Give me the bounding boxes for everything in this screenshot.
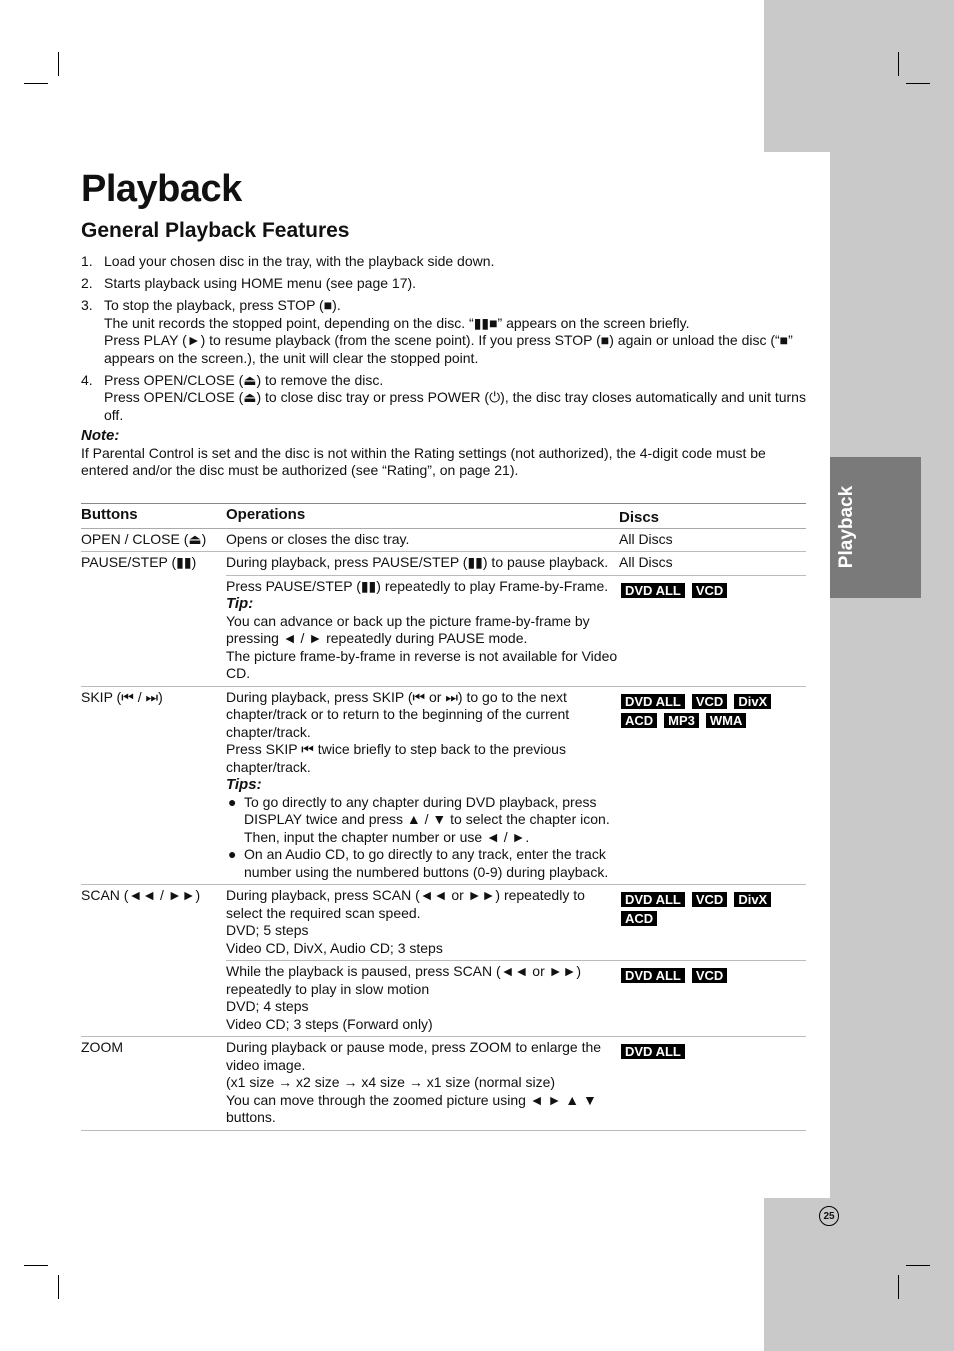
operation-text: Opens or closes the disc tray. bbox=[226, 530, 410, 547]
disc-badge: VCD bbox=[692, 694, 727, 709]
disc-badge: VCD bbox=[692, 892, 727, 907]
step-line: The unit records the stopped point, depending on the disc. “▮▮■” appears on the screen briefly. bbox=[104, 314, 690, 331]
button-cell bbox=[81, 961, 226, 1037]
disc-badge: DVD ALL bbox=[621, 583, 685, 598]
discs-cell: All Discs bbox=[619, 528, 806, 552]
step-item bbox=[81, 253, 807, 271]
disc-badge: DVD ALL bbox=[621, 892, 685, 907]
crop-mark bbox=[898, 1275, 899, 1299]
step-line: Load your chosen disc in the tray, with the playback side down. bbox=[104, 253, 495, 269]
operations-cell bbox=[226, 528, 619, 552]
disc-badge: DVD ALL bbox=[621, 968, 685, 983]
button-cell: PAUSE/STEP (▮▮) bbox=[81, 554, 197, 570]
discs-cell bbox=[619, 1037, 806, 1131]
step-number: 1. bbox=[81, 253, 93, 269]
discs-cell bbox=[619, 961, 806, 1037]
disc-badge: VCD bbox=[692, 968, 727, 983]
disc-badge: ACD bbox=[621, 713, 657, 728]
operation-text: During playback, press PAUSE/STEP (▮▮) to pause playback. bbox=[226, 554, 609, 570]
crop-mark bbox=[58, 52, 59, 76]
crop-mark bbox=[58, 1275, 59, 1299]
operation-text: During playback or pause mode, press ZOOM to enlarge the video image. bbox=[226, 1039, 602, 1073]
step-line: Press OPEN/CLOSE (⏏) to remove the disc. bbox=[104, 371, 384, 388]
tip-text: You can advance or back up the picture frame-by-frame by pressing ◄ / ► repeatedly during PAUSE mode. bbox=[226, 612, 590, 646]
operations-cell bbox=[226, 686, 619, 885]
operations-cell bbox=[226, 1037, 619, 1131]
button-cell: ZOOM bbox=[81, 1037, 226, 1131]
disc-badge: VCD bbox=[692, 583, 727, 598]
discs-cell: All Discs bbox=[619, 552, 806, 576]
disc-badge: DivX bbox=[734, 892, 771, 907]
disc-badge: WMA bbox=[706, 713, 747, 728]
table-row bbox=[81, 885, 806, 961]
side-tab-label: Playback bbox=[836, 485, 857, 569]
note-block bbox=[81, 427, 807, 480]
operations-cell bbox=[226, 552, 619, 576]
operation-text: While the playback is paused, press SCAN (◄◄ or ►►) repeatedly to play in slow motion bbox=[226, 963, 581, 997]
button-cell bbox=[81, 575, 226, 686]
page-number: 25 bbox=[819, 1206, 839, 1226]
tip-bullet: ● On an Audio CD, to go directly to any track, enter the track number using the numbered buttons (0-9) during playback. bbox=[228, 846, 609, 880]
steps-list bbox=[81, 253, 807, 429]
step-line: Starts playback using HOME menu (see page 17). bbox=[104, 275, 417, 291]
tip-text: The picture frame-by-frame in reverse is not available for Video CD. bbox=[226, 647, 618, 681]
disc-badge: DVD ALL bbox=[621, 694, 685, 709]
note-title: Note: bbox=[81, 427, 120, 444]
disc-badge: DVD ALL bbox=[621, 1044, 685, 1059]
step-item bbox=[81, 275, 807, 293]
margin-band-right bbox=[830, 152, 954, 1198]
tip-title: Tips: bbox=[226, 776, 262, 793]
operation-text: Video CD; 3 steps (Forward only) bbox=[226, 1015, 433, 1032]
disc-badge: MP3 bbox=[664, 713, 699, 728]
table-row bbox=[81, 552, 806, 576]
tip-bullet: ● To go directly to any chapter during DVD playback, press DISPLAY twice and press ▲ / ▼ to select the chapter icon. Then, input the chapter number or use ◄ / ►. bbox=[228, 793, 610, 845]
crop-mark bbox=[898, 52, 899, 76]
operation-text: You can move through the zoomed picture using ◄ ► ▲ ▼ buttons. bbox=[226, 1091, 597, 1125]
operation-text: During playback, press SCAN (◄◄ or ►►) repeatedly to select the required scan speed. bbox=[226, 887, 585, 921]
operation-text: DVD; 5 steps bbox=[226, 922, 309, 938]
column-header-operations: Operations bbox=[226, 504, 619, 529]
tip-title: Tip: bbox=[226, 595, 254, 612]
step-number: 4. bbox=[81, 371, 93, 388]
step-line: Press OPEN/CLOSE (⏏) to close disc tray or press POWER (⏻), the disc tray closes automatically and unit turns off. bbox=[104, 389, 806, 423]
tip-text: To go directly to any chapter during DVD playback, press DISPLAY twice and press ▲ / ▼ to select the chapter icon. Then, input the chapter number or use ◄ / ►. bbox=[244, 793, 610, 845]
button-cell: OPEN / CLOSE (⏏) bbox=[81, 528, 226, 552]
table-row bbox=[81, 528, 806, 552]
button-cell: SCAN (◄◄ / ►►) bbox=[81, 887, 201, 903]
table-header-row bbox=[81, 504, 806, 529]
operation-text: During playback, press SKIP (⏮ or ⏭) to go to the next chapter/track or to return to the beginning of the current chapter/track. bbox=[226, 688, 570, 740]
step-line: To stop the playback, press STOP (■). bbox=[104, 297, 341, 313]
disc-badge: DivX bbox=[734, 694, 771, 709]
tip-text: On an Audio CD, to go directly to any track, enter the track number using the numbered buttons (0-9) during playback. bbox=[244, 846, 609, 880]
disc-badge: ACD bbox=[621, 911, 657, 926]
operations-cell bbox=[226, 885, 619, 961]
table-row bbox=[81, 1037, 806, 1131]
button-cell: SKIP (⏮ / ⏭) bbox=[81, 686, 226, 885]
step-item bbox=[81, 372, 807, 425]
margin-band-bottom bbox=[764, 1198, 954, 1351]
discs-cell bbox=[619, 885, 806, 961]
column-header-buttons: Buttons bbox=[81, 504, 226, 529]
crop-mark bbox=[24, 1265, 48, 1266]
step-line: Press PLAY (►) to resume playback (from the scene point). If you press STOP (■) again or unload the disc (“■” appears on the screen.), the unit will clear the stopped point. bbox=[104, 332, 793, 366]
page-title: Playback bbox=[81, 168, 242, 210]
margin-band-top bbox=[764, 0, 954, 152]
note-text: If Parental Control is set and the disc is not within the Rating settings (not authorized), the 4-digit code must be entered and/or the disc must be authorized (see “Rating”, on page 21). bbox=[81, 444, 766, 478]
table-row bbox=[81, 961, 806, 1037]
operation-text: DVD; 4 steps bbox=[226, 998, 309, 1014]
table-row bbox=[81, 686, 806, 885]
crop-mark bbox=[906, 1265, 930, 1266]
operations-cell bbox=[226, 575, 619, 686]
operation-text: Press PAUSE/STEP (▮▮) repeatedly to play Frame-by-Frame. bbox=[226, 577, 609, 594]
section-heading: General Playback Features bbox=[81, 219, 350, 242]
crop-mark bbox=[906, 83, 930, 84]
column-header-discs: Discs bbox=[619, 504, 806, 529]
step-number: 2. bbox=[81, 275, 93, 291]
table-row bbox=[81, 575, 806, 686]
step-item bbox=[81, 297, 807, 367]
discs-cell bbox=[619, 686, 806, 885]
operation-text: Press SKIP ⏮ twice briefly to step back to the previous chapter/track. bbox=[226, 741, 566, 775]
operations-table bbox=[81, 503, 806, 1131]
operations-cell bbox=[226, 961, 619, 1037]
operation-text: (x1 size → x2 size → x4 size → x1 size (normal size) bbox=[226, 1074, 556, 1090]
tips-list bbox=[226, 794, 619, 882]
discs-cell bbox=[619, 575, 806, 686]
crop-mark bbox=[24, 83, 48, 84]
operation-text: Video CD, DivX, Audio CD; 3 steps bbox=[226, 939, 443, 956]
step-number: 3. bbox=[81, 297, 93, 313]
